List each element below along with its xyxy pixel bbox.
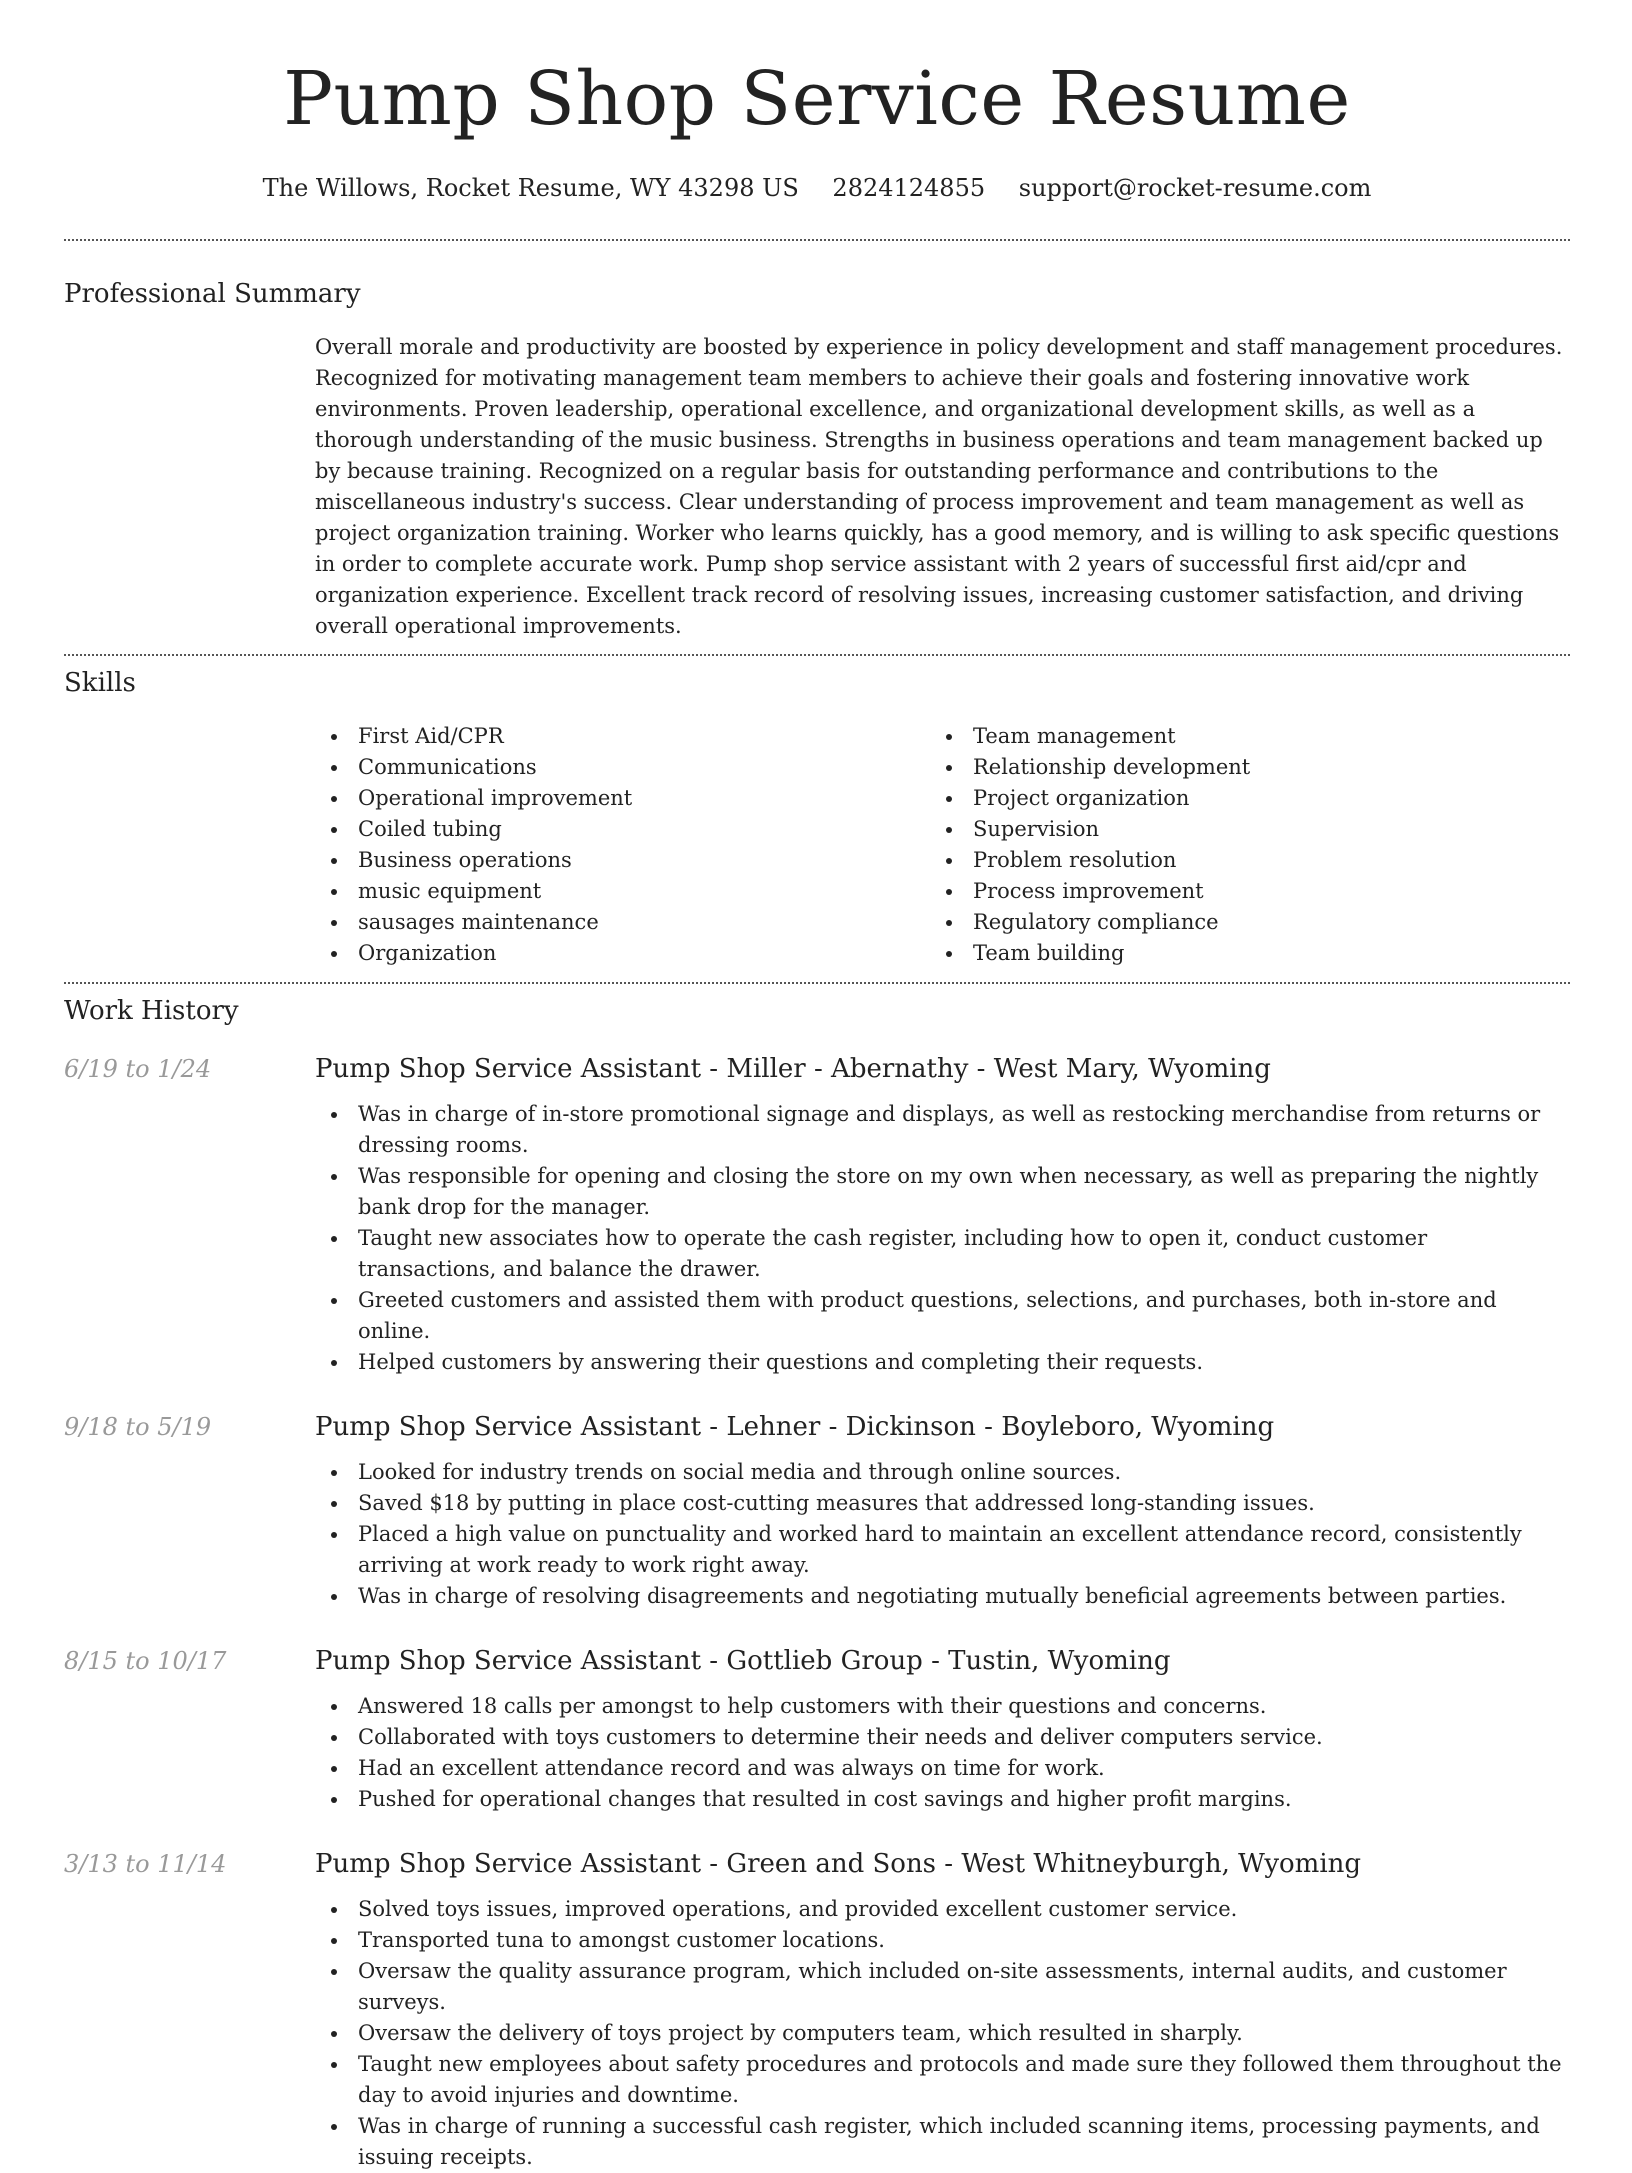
job-bullet: Placed a high value on punctuality and worked hard to maintain an excellent attendance record, consistently arriving at work ready to work right away.: [315, 1519, 1570, 1581]
job-bullet: Solved toys issues, improved operations, and provided excellent customer service.: [315, 1894, 1570, 1925]
job-bullet: Pushed for operational changes that resulted in cost savings and higher profit margins.: [315, 1784, 1570, 1815]
job-bullet: Taught new employees about safety procedures and protocols and made sure they followed them throughout the day to avoid injuries and downtime.: [315, 2049, 1570, 2111]
skill-item: Process improvement: [930, 876, 1545, 907]
contact-phone: 2824124855: [832, 174, 986, 202]
summary-heading: Professional Summary: [64, 278, 361, 309]
contact-email: support@rocket-resume.com: [1018, 174, 1372, 202]
contact-line: [64, 174, 1570, 203]
skill-item: sausages maintenance: [315, 907, 930, 938]
job-bullet: Oversaw the delivery of toys project by computers team, which resulted in sharply.: [315, 2018, 1570, 2049]
job-bullet: Was in charge of running a successful cash register, which included scanning items, processing payments, and issuing receipts.: [315, 2111, 1570, 2173]
job-title: Pump Shop Service Assistant - Lehner - Dickinson - Boyleboro, Wyoming: [315, 1412, 1275, 1443]
job-title: Pump Shop Service Assistant - Miller - Abernathy - West Mary, Wyoming: [315, 1054, 1271, 1085]
job-dates: 8/15 to 10/17: [64, 1647, 227, 1676]
job-bullets: [315, 1099, 1570, 1378]
job-bullets: [315, 1894, 1570, 2173]
job-bullet: Had an excellent attendance record and was always on time for work.: [315, 1753, 1570, 1784]
job-entry: [64, 1052, 1570, 1378]
skills-list: [315, 721, 1570, 969]
job-bullet: Taught new associates how to operate the cash register, including how to open it, conduct customer transactions, and balance the drawer.: [315, 1223, 1570, 1285]
job-entry: [64, 1847, 1570, 2173]
job-bullet: Was responsible for opening and closing the store on my own when necessary, as well as preparing the nightly bank drop for the manager.: [315, 1161, 1570, 1223]
job-entry: [64, 1644, 1570, 1815]
skill-item: Operational improvement: [315, 783, 930, 814]
job-bullet: Helped customers by answering their questions and completing their requests.: [315, 1347, 1570, 1378]
summary-text: Overall morale and productivity are boosted by experience in policy development and staff management procedures. Recognized for motivating management team members to achieve their goals and fostering innovative work environments. Proven leadership, operational excellence, and organizational development skills, as well as a thorough understanding of the music business. Strengths in business operations and team management backed up by because training. Recognized on a regular basis for outstanding performance and contributions to the miscellaneous industry's success. Clear understanding of process improvement and team management as well as project organization training. Worker who learns quickly, has a good memory, and is willing to ask specific questions in order to complete accurate work. Pump shop service assistant with 2 years of successful first aid/cpr and organization experience. Excellent track record of resolving issues, increasing customer satisfaction, and driving overall operational improvements.: [315, 334, 1563, 638]
job-bullet: Transported tuna to amongst customer locations.: [315, 1925, 1570, 1956]
skill-item: First Aid/CPR: [315, 721, 930, 752]
job-bullet: Looked for industry trends on social media and through online sources.: [315, 1457, 1570, 1488]
divider: [64, 982, 1570, 984]
job-dates: 9/18 to 5/19: [64, 1413, 212, 1442]
skill-item: music equipment: [315, 876, 930, 907]
skill-item: Project organization: [930, 783, 1545, 814]
job-dates: 6/19 to 1/24: [64, 1055, 212, 1084]
skills-column-right: [930, 721, 1545, 969]
skill-item: Relationship development: [930, 752, 1545, 783]
job-bullet: Answered 18 calls per amongst to help customers with their questions and concerns.: [315, 1691, 1570, 1722]
skill-item: Communications: [315, 752, 930, 783]
skill-item: Coiled tubing: [315, 814, 930, 845]
job-bullet: Was in charge of resolving disagreements and negotiating mutually beneficial agreements between parties.: [315, 1581, 1570, 1612]
job-bullet: Collaborated with toys customers to determine their needs and deliver computers service.: [315, 1722, 1570, 1753]
job-bullet: Greeted customers and assisted them with product questions, selections, and purchases, both in-store and online.: [315, 1285, 1570, 1347]
skill-item: Business operations: [315, 845, 930, 876]
job-dates: 3/13 to 11/14: [64, 1850, 227, 1879]
job-title: Pump Shop Service Assistant - Green and Sons - West Whitneyburgh, Wyoming: [315, 1849, 1362, 1880]
job-bullets: [315, 1457, 1570, 1612]
job-bullets: [315, 1691, 1570, 1815]
contact-address: The Willows, Rocket Resume, WY 43298 US: [262, 174, 799, 202]
job-bullet: Oversaw the quality assurance program, which included on-site assessments, internal audits, and customer surveys.: [315, 1956, 1570, 2018]
job-entry: [64, 1410, 1570, 1612]
skill-item: Organization: [315, 938, 930, 969]
skills-heading: Skills: [64, 667, 136, 698]
skill-item: Problem resolution: [930, 845, 1545, 876]
skill-item: Team management: [930, 721, 1545, 752]
skills-column-left: [315, 721, 930, 969]
job-bullet: Saved $18 by putting in place cost-cutting measures that addressed long-standing issues.: [315, 1488, 1570, 1519]
job-title: Pump Shop Service Assistant - Gottlieb Group - Tustin, Wyoming: [315, 1646, 1171, 1677]
job-bullet: Was in charge of in-store promotional signage and displays, as well as restocking merchandise from returns or dressing rooms.: [315, 1099, 1570, 1161]
divider: [64, 654, 1570, 656]
skill-item: Team building: [930, 938, 1545, 969]
work-history-heading: Work History: [64, 996, 239, 1027]
skill-item: Regulatory compliance: [930, 907, 1545, 938]
resume-title: Pump Shop Service Resume: [283, 56, 1351, 142]
resume-page: [64, 0, 1570, 2170]
skill-item: Supervision: [930, 814, 1545, 845]
divider: [64, 239, 1570, 241]
